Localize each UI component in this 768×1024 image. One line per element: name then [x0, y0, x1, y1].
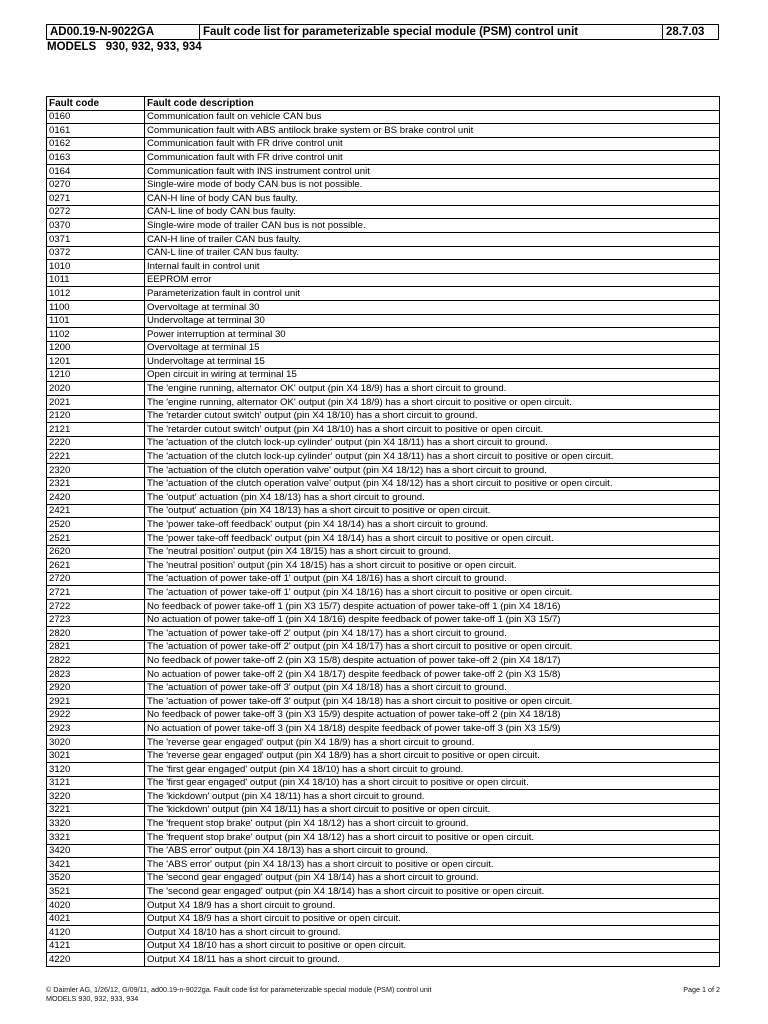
table-row — [47, 124, 720, 138]
table-row — [47, 654, 720, 668]
fault-code-cell: 2720 — [47, 572, 145, 586]
table-row — [47, 708, 720, 722]
fault-code-cell: 2520 — [47, 518, 145, 532]
fault-code-cell: 1010 — [47, 260, 145, 274]
fault-code-cell: 2121 — [47, 423, 145, 437]
fault-description-cell: The 'ABS error' output (pin X4 18/13) has a short circuit to positive or open circuit. — [145, 858, 720, 872]
fault-description-cell: The 'actuation of power take-off 2' output (pin X4 18/17) has a short circuit to ground. — [145, 627, 720, 641]
fault-description-cell: Communication fault with FR drive control unit — [145, 151, 720, 165]
table-row — [47, 300, 720, 314]
table-row — [47, 817, 720, 831]
fault-description-cell: Overvoltage at terminal 30 — [145, 300, 720, 314]
fault-description-cell: CAN-H line of trailer CAN bus faulty. — [145, 232, 720, 246]
table-row — [47, 491, 720, 505]
fault-code-cell: 2921 — [47, 695, 145, 709]
fault-description-cell: The 'kickdown' output (pin X4 18/11) has a short circuit to ground. — [145, 790, 720, 804]
fault-code-cell: 2922 — [47, 708, 145, 722]
fault-description-cell: The 'actuation of power take-off 1' output (pin X4 18/16) has a short circuit to ground. — [145, 572, 720, 586]
fault-code-cell: 0164 — [47, 164, 145, 178]
fault-description-cell: The 'second gear engaged' output (pin X4 18/14) has a short circuit to ground. — [145, 871, 720, 885]
fault-description-cell: Undervoltage at terminal 30 — [145, 314, 720, 328]
table-row — [47, 586, 720, 600]
fault-code-cell: 2620 — [47, 545, 145, 559]
fault-code-cell: 0372 — [47, 246, 145, 260]
fault-description-cell: The 'reverse gear engaged' output (pin X4 18/9) has a short circuit to ground. — [145, 735, 720, 749]
fault-description-cell: No feedback of power take-off 2 (pin X3 15/8) despite actuation of power take-off 2 (pin X4 18/17) — [145, 654, 720, 668]
table-row — [47, 722, 720, 736]
fault-code-cell: 2923 — [47, 722, 145, 736]
table-row — [47, 667, 720, 681]
fault-code-cell: 2723 — [47, 613, 145, 627]
fault-code-cell: 2722 — [47, 599, 145, 613]
table-row — [47, 803, 720, 817]
fault-code-cell: 0270 — [47, 178, 145, 192]
fault-description-cell: EEPROM error — [145, 273, 720, 287]
table-row — [47, 368, 720, 382]
table-row — [47, 450, 720, 464]
table-row — [47, 436, 720, 450]
fault-code-cell: 3220 — [47, 790, 145, 804]
fault-code-cell: 2420 — [47, 491, 145, 505]
fault-code-cell: 0371 — [47, 232, 145, 246]
fault-description-cell: The 'engine running, alternator OK' output (pin X4 18/9) has a short circuit to ground. — [145, 382, 720, 396]
fault-code-cell: 2220 — [47, 436, 145, 450]
fault-description-cell: The 'reverse gear engaged' output (pin X4 18/9) has a short circuit to positive or open circuit. — [145, 749, 720, 763]
table-row — [47, 627, 720, 641]
fault-code-cell: 3520 — [47, 871, 145, 885]
fault-code-cell: 2521 — [47, 532, 145, 546]
fault-code-cell: 3120 — [47, 763, 145, 777]
table-row — [47, 232, 720, 246]
table-row — [47, 219, 720, 233]
table-row — [47, 640, 720, 654]
fault-description-cell: Open circuit in wiring at terminal 15 — [145, 368, 720, 382]
fault-description-cell: The 'neutral position' output (pin X4 18/15) has a short circuit to ground. — [145, 545, 720, 559]
fault-code-cell: 3521 — [47, 885, 145, 899]
table-row — [47, 885, 720, 899]
table-row — [47, 355, 720, 369]
table-row — [47, 831, 720, 845]
fault-description-cell: CAN-H line of body CAN bus faulty. — [145, 192, 720, 206]
fault-code-cell: 2120 — [47, 409, 145, 423]
fault-code-cell: 3420 — [47, 844, 145, 858]
table-row — [47, 545, 720, 559]
fault-description-cell: CAN-L line of body CAN bus faulty. — [145, 205, 720, 219]
fault-description-cell: Output X4 18/9 has a short circuit to positive or open circuit. — [145, 912, 720, 926]
table-row — [47, 518, 720, 532]
table-row — [47, 899, 720, 913]
fault-description-cell: The 'neutral position' output (pin X4 18/15) has a short circuit to positive or open circuit. — [145, 559, 720, 573]
fault-code-cell: 4021 — [47, 912, 145, 926]
fault-code-cell: 1101 — [47, 314, 145, 328]
fault-description-cell: The 'actuation of the clutch operation valve' output (pin X4 18/12) has a short circuit to positive or open circuit. — [145, 477, 720, 491]
fault-code-cell: 1210 — [47, 368, 145, 382]
fault-code-cell: 1102 — [47, 328, 145, 342]
fault-code-cell: 0162 — [47, 137, 145, 151]
fault-code-cell: 3321 — [47, 831, 145, 845]
table-row — [47, 382, 720, 396]
fault-description-cell: The 'engine running, alternator OK' output (pin X4 18/9) has a short circuit to positive or open circuit. — [145, 396, 720, 410]
fault-description-cell: Communication fault with ABS antilock brake system or BS brake control unit — [145, 124, 720, 138]
fault-code-cell: 2721 — [47, 586, 145, 600]
fault-description-cell: The 'actuation of the clutch operation valve' output (pin X4 18/12) has a short circuit to ground. — [145, 464, 720, 478]
fault-description-cell: CAN-L line of trailer CAN bus faulty. — [145, 246, 720, 260]
fault-description-cell: Communication fault on vehicle CAN bus — [145, 110, 720, 124]
table-row — [47, 192, 720, 206]
fault-code-cell: 3121 — [47, 776, 145, 790]
fault-code-cell: 3421 — [47, 858, 145, 872]
fault-code-rows — [47, 110, 720, 966]
footer-models: MODELS 930, 932, 933, 934 — [46, 994, 139, 1003]
fault-description-cell: The 'ABS error' output (pin X4 18/13) has a short circuit to ground. — [145, 844, 720, 858]
fault-code-cell: 0161 — [47, 124, 145, 138]
table-row — [47, 341, 720, 355]
table-row — [47, 532, 720, 546]
document-title: Fault code list for parameterizable special module (PSM) control unit — [200, 25, 663, 39]
fault-code-cell: 2421 — [47, 504, 145, 518]
fault-code-cell: 3020 — [47, 735, 145, 749]
table-row — [47, 613, 720, 627]
fault-description-cell: No feedback of power take-off 1 (pin X3 15/7) despite actuation of power take-off 1 (pin X4 18/16) — [145, 599, 720, 613]
table-row — [47, 681, 720, 695]
fault-code-cell: 2321 — [47, 477, 145, 491]
table-row — [47, 939, 720, 953]
table-row — [47, 260, 720, 274]
table-row — [47, 273, 720, 287]
fault-code-cell: 2821 — [47, 640, 145, 654]
fault-description-cell: The 'output' actuation (pin X4 18/13) has a short circuit to positive or open circuit. — [145, 504, 720, 518]
fault-code-cell: 2822 — [47, 654, 145, 668]
fault-description-cell: The 'actuation of the clutch lock-up cylinder' output (pin X4 18/11) has a short circuit to ground. — [145, 436, 720, 450]
fault-code-cell: 1011 — [47, 273, 145, 287]
fault-code-cell: 3221 — [47, 803, 145, 817]
table-row — [47, 926, 720, 940]
fault-code-cell: 1200 — [47, 341, 145, 355]
fault-code-cell: 2920 — [47, 681, 145, 695]
fault-description-cell: The 'power take-off feedback' output (pin X4 18/14) has a short circuit to ground. — [145, 518, 720, 532]
fault-description-cell: Single-wire mode of body CAN bus is not possible. — [145, 178, 720, 192]
fault-description-cell: The 'actuation of power take-off 2' output (pin X4 18/17) has a short circuit to positive or open circuit. — [145, 640, 720, 654]
table-row — [47, 396, 720, 410]
fault-code-cell: 2021 — [47, 396, 145, 410]
fault-code-cell: 1201 — [47, 355, 145, 369]
table-row — [47, 763, 720, 777]
table-row — [47, 110, 720, 124]
fault-description-cell: The 'frequent stop brake' output (pin X4 18/12) has a short circuit to ground. — [145, 817, 720, 831]
table-row — [47, 246, 720, 260]
table-row — [47, 205, 720, 219]
table-row — [47, 164, 720, 178]
fault-code-cell: 1100 — [47, 300, 145, 314]
column-header-fault-code: Fault code — [47, 97, 145, 111]
footer-page-number: Page 1 of 2 — [683, 985, 720, 994]
table-row — [47, 314, 720, 328]
table-row — [47, 599, 720, 613]
table-row — [47, 409, 720, 423]
page-footer — [46, 985, 720, 1003]
fault-code-cell: 4120 — [47, 926, 145, 940]
fault-description-cell: Parameterization fault in control unit — [145, 287, 720, 301]
fault-code-cell: 0160 — [47, 110, 145, 124]
fault-code-cell: 0271 — [47, 192, 145, 206]
fault-code-cell: 0370 — [47, 219, 145, 233]
fault-description-cell: The 'first gear engaged' output (pin X4 18/10) has a short circuit to positive or open circuit. — [145, 776, 720, 790]
table-row — [47, 858, 720, 872]
fault-code-cell: 4220 — [47, 953, 145, 967]
table-header-row — [47, 97, 720, 111]
fault-description-cell: Output X4 18/9 has a short circuit to ground. — [145, 899, 720, 913]
table-row — [47, 423, 720, 437]
fault-code-cell: 0163 — [47, 151, 145, 165]
table-row — [47, 776, 720, 790]
table-row — [47, 790, 720, 804]
table-row — [47, 328, 720, 342]
fault-code-cell: 3320 — [47, 817, 145, 831]
fault-description-cell: Overvoltage at terminal 15 — [145, 341, 720, 355]
table-row — [47, 464, 720, 478]
fault-description-cell: Output X4 18/10 has a short circuit to ground. — [145, 926, 720, 940]
fault-code-cell: 2823 — [47, 667, 145, 681]
table-row — [47, 151, 720, 165]
fault-code-cell: 2320 — [47, 464, 145, 478]
fault-description-cell: The 'first gear engaged' output (pin X4 18/10) has a short circuit to ground. — [145, 763, 720, 777]
fault-description-cell: The 'kickdown' output (pin X4 18/11) has a short circuit to positive or open circuit. — [145, 803, 720, 817]
fault-description-cell: The 'output' actuation (pin X4 18/13) has a short circuit to ground. — [145, 491, 720, 505]
fault-description-cell: The 'actuation of power take-off 3' output (pin X4 18/18) has a short circuit to positive or open circuit. — [145, 695, 720, 709]
fault-code-table — [46, 96, 720, 967]
table-row — [47, 137, 720, 151]
fault-code-cell: 2621 — [47, 559, 145, 573]
fault-code-cell: 0272 — [47, 205, 145, 219]
fault-description-cell: Power interruption at terminal 30 — [145, 328, 720, 342]
fault-description-cell: Undervoltage at terminal 15 — [145, 355, 720, 369]
table-row — [47, 735, 720, 749]
fault-code-cell: 4121 — [47, 939, 145, 953]
fault-code-cell: 3021 — [47, 749, 145, 763]
fault-code-cell: 1012 — [47, 287, 145, 301]
column-header-description: Fault code description — [145, 97, 720, 111]
fault-description-cell: The 'retarder cutout switch' output (pin X4 18/10) has a short circuit to positive or open circuit. — [145, 423, 720, 437]
table-row — [47, 559, 720, 573]
fault-code-cell: 2020 — [47, 382, 145, 396]
table-row — [47, 504, 720, 518]
fault-description-cell: No actuation of power take-off 3 (pin X4 18/18) despite feedback of power take-off 3 (pin X3 15/9) — [145, 722, 720, 736]
fault-description-cell: Internal fault in control unit — [145, 260, 720, 274]
table-row — [47, 912, 720, 926]
table-row — [47, 178, 720, 192]
document-header — [46, 24, 719, 40]
fault-code-cell: 2221 — [47, 450, 145, 464]
table-row — [47, 572, 720, 586]
fault-description-cell: The 'second gear engaged' output (pin X4 18/14) has a short circuit to positive or open circuit. — [145, 885, 720, 899]
fault-description-cell: The 'retarder cutout switch' output (pin X4 18/10) has a short circuit to ground. — [145, 409, 720, 423]
table-row — [47, 477, 720, 491]
fault-description-cell: The 'actuation of power take-off 1' output (pin X4 18/16) has a short circuit to positive or open circuit. — [145, 586, 720, 600]
fault-description-cell: Single-wire mode of trailer CAN bus is not possible. — [145, 219, 720, 233]
document-date: 28.7.03 — [666, 26, 705, 38]
table-row — [47, 844, 720, 858]
footer-copyright: © Daimler AG, 1/26/12, G/09/11, ad00.19-n-9022ga. Fault code list for parameterizable special module (PSM) control unit — [46, 985, 432, 994]
fault-description-cell: The 'actuation of power take-off 3' output (pin X4 18/18) has a short circuit to ground. — [145, 681, 720, 695]
document-id: AD00.19-N-9022GA — [47, 25, 200, 39]
table-row — [47, 749, 720, 763]
fault-description-cell: No actuation of power take-off 1 (pin X4 18/16) despite feedback of power take-off 1 (pin X3 15/7) — [145, 613, 720, 627]
models-line: MODELS 930, 932, 933, 934 — [47, 41, 202, 53]
fault-description-cell: The 'actuation of the clutch lock-up cylinder' output (pin X4 18/11) has a short circuit to positive or open circuit. — [145, 450, 720, 464]
fault-description-cell: The 'frequent stop brake' output (pin X4 18/12) has a short circuit to positive or open circuit. — [145, 831, 720, 845]
fault-description-cell: No actuation of power take-off 2 (pin X4 18/17) despite feedback of power take-off 2 (pin X3 15/8) — [145, 667, 720, 681]
fault-description-cell: The 'power take-off feedback' output (pin X4 18/14) has a short circuit to positive or open circuit. — [145, 532, 720, 546]
fault-description-cell: Communication fault with INS instrument control unit — [145, 164, 720, 178]
fault-code-cell: 2820 — [47, 627, 145, 641]
table-row — [47, 695, 720, 709]
fault-description-cell: Output X4 18/10 has a short circuit to positive or open circuit. — [145, 939, 720, 953]
table-row — [47, 871, 720, 885]
fault-description-cell: Communication fault with FR drive control unit — [145, 137, 720, 151]
table-row — [47, 287, 720, 301]
table-row — [47, 953, 720, 967]
fault-description-cell: No feedback of power take-off 3 (pin X3 15/9) despite actuation of power take-off 2 (pin X4 18/18) — [145, 708, 720, 722]
fault-description-cell: Output X4 18/11 has a short circuit to ground. — [145, 953, 720, 967]
fault-code-cell: 4020 — [47, 899, 145, 913]
